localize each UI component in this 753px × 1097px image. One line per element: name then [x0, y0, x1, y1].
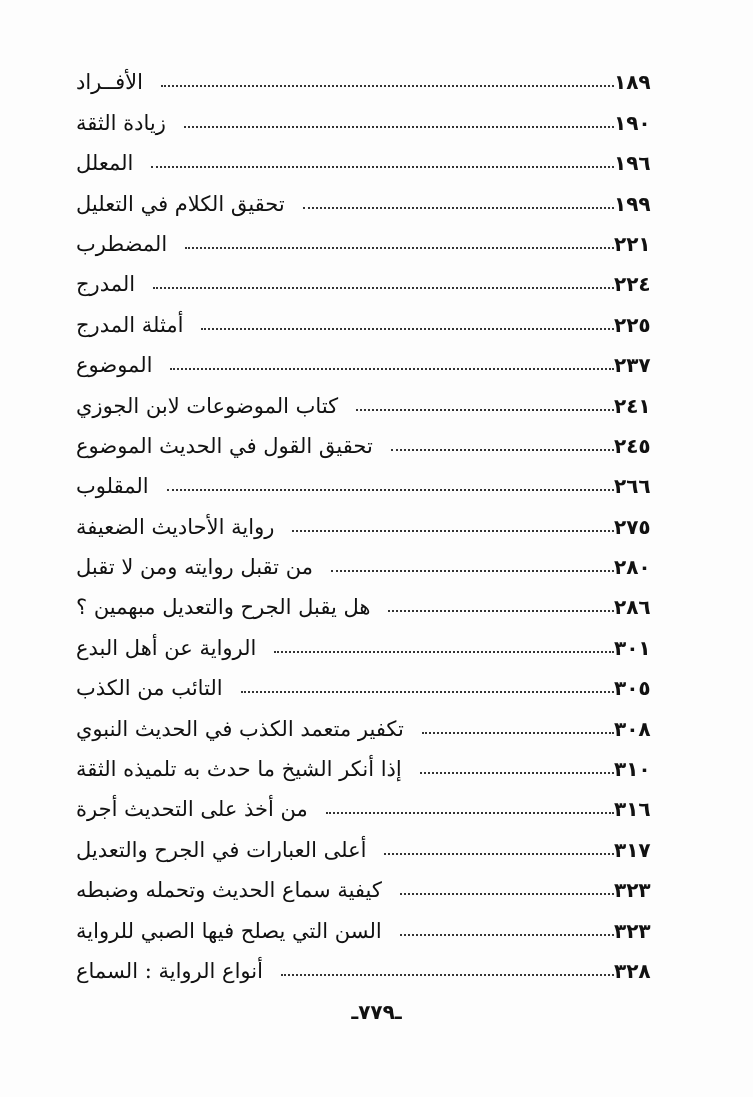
- toc-entry-page: ٣٠٥: [614, 676, 651, 701]
- toc-entry-page: ٢٧٥: [614, 514, 651, 539]
- toc-entry[interactable]: [70, 620, 670, 660]
- toc-entry[interactable]: [70, 459, 670, 499]
- toc-entry-page: ٣٢٣: [614, 878, 651, 903]
- toc-entry[interactable]: [70, 661, 670, 701]
- toc-entry-page: ٣٢٣: [614, 918, 651, 943]
- toc-entry[interactable]: [70, 95, 670, 135]
- toc-entry[interactable]: [70, 136, 670, 176]
- toc-entry[interactable]: [70, 742, 670, 782]
- dot-leader: [281, 974, 614, 976]
- toc-entry-page: ١٩٦: [614, 151, 651, 176]
- toc-entry-page: ٣١٠: [614, 757, 651, 782]
- toc-entry-title: التائب من الكذب: [76, 676, 223, 701]
- toc-entry-page: ٢٢١: [614, 231, 651, 256]
- toc-entry-page: ٣٠١: [614, 635, 651, 660]
- toc-entry-title: من تقبل روايته ومن لا تقبل: [76, 555, 313, 580]
- toc-entry-page: ٢٨٠: [614, 555, 651, 580]
- toc-entry[interactable]: [70, 944, 670, 984]
- toc-entry-title: أنواع الرواية : السماع: [76, 958, 263, 983]
- table-of-contents: [70, 55, 670, 984]
- dot-leader: [326, 812, 614, 814]
- toc-entry-title: تحقيق الكلام في التعليل: [76, 191, 285, 216]
- dot-leader: [384, 853, 614, 855]
- dot-leader: [420, 772, 614, 774]
- toc-entry-title: الرواية عن أهل البدع: [76, 635, 257, 660]
- toc-entry[interactable]: [70, 176, 670, 216]
- toc-entry[interactable]: [70, 903, 670, 943]
- dot-leader: [170, 368, 614, 370]
- dot-leader: [151, 166, 614, 168]
- dot-leader: [400, 893, 614, 895]
- toc-entry-page: ٣٠٨: [614, 716, 651, 741]
- toc-entry[interactable]: [70, 782, 670, 822]
- toc-entry-title: من أخذ على التحديث أجرة: [76, 797, 308, 822]
- dot-leader: [303, 207, 614, 209]
- toc-entry-title: كيفية سماع الحديث وتحمله وضبطه: [76, 878, 382, 903]
- toc-entry[interactable]: [70, 822, 670, 862]
- dot-leader: [201, 328, 614, 330]
- toc-entry-title: هل يقبل الجرح والتعديل مبهمين ؟: [76, 595, 371, 620]
- dot-leader: [167, 489, 614, 491]
- toc-entry-title: تكفير متعمد الكذب في الحديث النبوي: [76, 716, 404, 741]
- toc-entry[interactable]: [70, 338, 670, 378]
- toc-entry-page: ٢٨٦: [614, 595, 651, 620]
- toc-entry-title: زيادة الثقة: [76, 110, 166, 135]
- toc-entry-title: رواية الأحاديث الضعيفة: [76, 514, 275, 539]
- dot-leader: [391, 449, 614, 451]
- toc-entry[interactable]: [70, 257, 670, 297]
- toc-entry-title: السن التي يصلح فيها الصبي للرواية: [76, 918, 382, 943]
- toc-entry-title: المدرج: [76, 272, 136, 297]
- toc-entry-page: ٣١٧: [614, 837, 651, 862]
- dot-leader: [356, 409, 614, 411]
- toc-entry-page: ٣٢٨: [614, 958, 651, 983]
- dot-leader: [185, 247, 614, 249]
- toc-entry-title: المعلل: [76, 151, 134, 176]
- toc-entry[interactable]: [70, 863, 670, 903]
- toc-entry[interactable]: [70, 499, 670, 539]
- toc-entry-title: تحقيق القول في الحديث الموضوع: [76, 433, 373, 458]
- toc-entry-page: ٢٢٤: [614, 272, 651, 297]
- toc-entry-title: كتاب الموضوعات لابن الجوزي: [76, 393, 339, 418]
- toc-entry[interactable]: [70, 297, 670, 337]
- dot-leader: [292, 530, 614, 532]
- toc-entry[interactable]: [70, 55, 670, 95]
- toc-entry-page: ٢٣٧: [614, 353, 651, 378]
- toc-entry-title: المقلوب: [76, 474, 149, 499]
- toc-entry[interactable]: [70, 378, 670, 418]
- toc-entry[interactable]: [70, 419, 670, 459]
- toc-entry-page: ١٩٠: [614, 110, 651, 135]
- toc-entry[interactable]: [70, 580, 670, 620]
- toc-entry-page: ٢٤٥: [614, 433, 651, 458]
- dot-leader: [161, 85, 614, 87]
- dot-leader: [331, 570, 614, 572]
- toc-entry-page: ٢٢٥: [614, 312, 651, 337]
- toc-entry[interactable]: [70, 540, 670, 580]
- dot-leader: [153, 287, 614, 289]
- toc-entry[interactable]: [70, 217, 670, 257]
- dot-leader: [241, 691, 614, 693]
- dot-leader: [422, 732, 614, 734]
- toc-entry-page: ١٩٩: [614, 191, 651, 216]
- dot-leader: [274, 651, 614, 653]
- toc-entry[interactable]: [70, 701, 670, 741]
- toc-entry-page: ٢٤١: [614, 393, 651, 418]
- toc-entry-title: أعلى العبارات في الجرح والتعديل: [76, 837, 367, 862]
- toc-entry-page: ٣١٦: [614, 797, 651, 822]
- toc-entry-title: إذا أنكر الشيخ ما حدث به تلميذه الثقة: [76, 757, 402, 782]
- dot-leader: [400, 934, 614, 936]
- dot-leader: [388, 610, 614, 612]
- toc-entry-page: ١٨٩: [614, 70, 651, 95]
- toc-entry-page: ٢٦٦: [614, 474, 651, 499]
- dot-leader: [184, 126, 614, 128]
- toc-entry-title: الموضوع: [76, 353, 153, 378]
- toc-entry-title: الأفــراد: [76, 70, 143, 95]
- toc-entry-title: أمثلة المدرج: [76, 312, 184, 337]
- page-number: ـ٧٧٩ـ: [351, 1000, 402, 1024]
- toc-entry-title: المضطرب: [76, 231, 168, 256]
